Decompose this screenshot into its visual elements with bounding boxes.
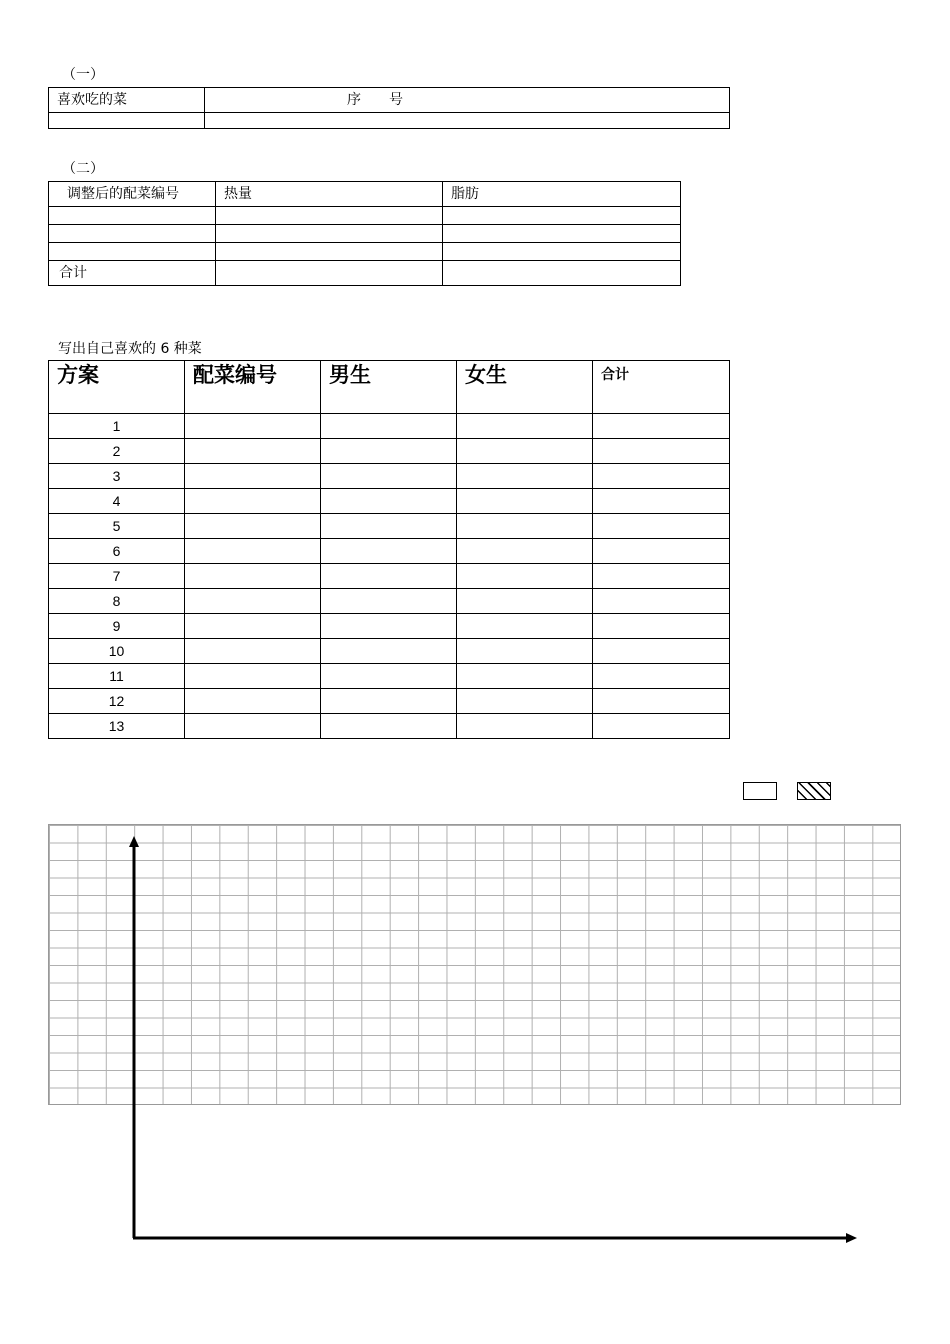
header-fat: 脂肪	[443, 182, 681, 207]
plan-number: 3	[49, 464, 185, 489]
header-total: 合计	[593, 361, 730, 414]
plan-number: 12	[49, 689, 185, 714]
header-plan: 方案	[49, 361, 185, 414]
section3-label: 写出自己喜欢的 6 种菜	[58, 341, 202, 357]
plan-number: 9	[49, 614, 185, 639]
section1-label: （一）	[62, 67, 104, 83]
header-dish-number: 调整后的配菜编号	[49, 182, 216, 207]
header-boys: 男生	[321, 361, 457, 414]
plan-number: 1	[49, 414, 185, 439]
plan-number: 10	[49, 639, 185, 664]
plan-number: 4	[49, 489, 185, 514]
plan-number: 8	[49, 589, 185, 614]
header-calories: 热量	[216, 182, 443, 207]
header-girls: 女生	[457, 361, 593, 414]
header-dish-number: 配菜编号	[185, 361, 321, 414]
plan-number: 5	[49, 514, 185, 539]
header-sequence: 序 号	[205, 88, 730, 113]
x-axis-arrow-icon	[846, 1233, 857, 1243]
header-favorite-dish: 喜欢吃的菜	[49, 88, 205, 113]
plan-number: 7	[49, 564, 185, 589]
plan-number: 13	[49, 714, 185, 739]
y-axis-arrow-icon	[129, 836, 139, 847]
section2-label: （二）	[62, 161, 104, 177]
plan-number: 11	[49, 664, 185, 689]
total-label: 合计	[49, 261, 216, 286]
plan-number: 2	[49, 439, 185, 464]
plan-number: 6	[49, 539, 185, 564]
